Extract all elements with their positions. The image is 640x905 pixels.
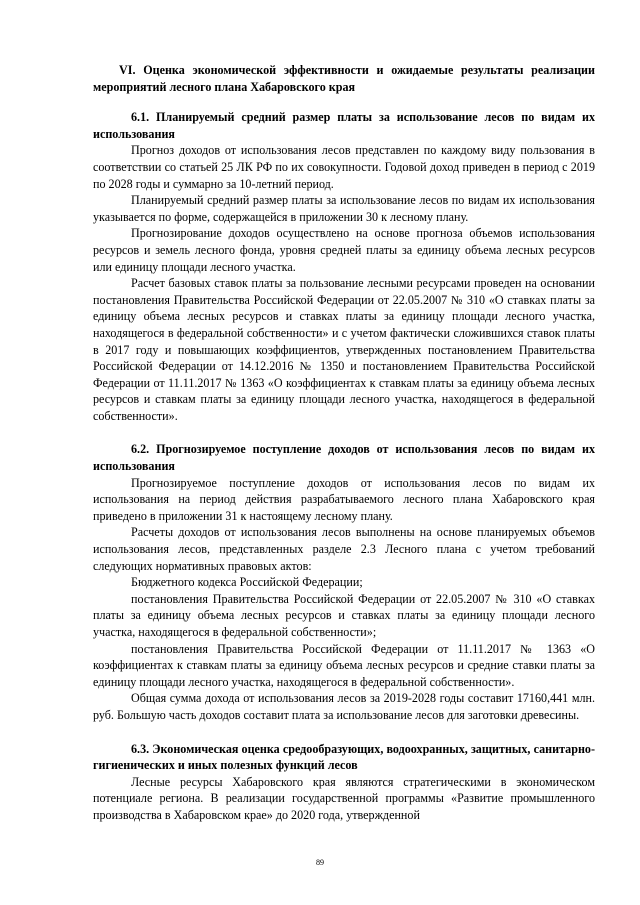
page-content bbox=[93, 62, 595, 824]
chapter-title: VI. Оценка экономической эффективности и ожидаемые результаты реализации мероприятий лесного плана Хабаровского края bbox=[93, 63, 595, 94]
paragraph: Расчет базовых ставок платы за пользование лесными ресурсами проведен на основании постановления Правительства Российской Федерации от 22.05.2007 № 310 «О ставках платы за единицу объема лесных ресурсов и ставках платы за единицу площади лесного участка, находящегося в федеральной собственности» и с учетом фактически сложившихся ставок платы в 2017 году и повышающих коэффициентов, утвержденных постановлением Правительства Российской Федерации от 14.12.2016 № 1350 и постановлением Правительства Российской Федерации от 11.11.2017 № 1363 «О коэффициентах к ставкам платы за единицу объема лесных ресурсов и ставкам платы за единицу площади лесного участка, находящегося в федеральной собственности». bbox=[93, 276, 595, 423]
section-heading-6-1: 6.1. Планируемый средний размер платы за использование лесов по видам их использования bbox=[93, 110, 595, 141]
paragraph: Прогнозируемое поступление доходов от использования лесов по видам их использования на период действия разрабатываемого лесного плана Хабаровского края приведено в приложении 31 к настоящему лесному плану. bbox=[93, 475, 595, 523]
paragraph: постановления Правительства Российской Федерации от 22.05.2007 № 310 «О ставках платы за единицу объема лесных ресурсов и ставках платы за единицу площади лесного участка, находящегося в федеральной собственности»; bbox=[93, 591, 595, 639]
paragraph: Лесные ресурсы Хабаровского края являются стратегическими в экономическом потенциале региона. В реализации государственной программы «Развитие промышленного производства в Хабаровском крае» до 2020 года, утвержденной bbox=[93, 774, 595, 822]
paragraph: Прогноз доходов от использования лесов представлен по каждому виду пользования в соответствии со статьей 25 ЛК РФ по их совокупности. Годовой доход приведен в период с 2019 по 2028 годы и суммарно за 10-летний период. bbox=[93, 143, 595, 191]
page-number: 89 bbox=[316, 858, 324, 867]
paragraph: Прогнозирование доходов осуществлено на основе прогноза объемов использования ресурсов и земель лесного фонда, уровня средней платы за единицу объема лесных ресурсов или единицу площади лесного участка. bbox=[93, 226, 595, 274]
paragraph: Общая сумма дохода от использования лесов за 2019-2028 годы составит 17160,441 млн. руб. Большую часть доходов составит плата за использование лесов для заготовки древесины. bbox=[93, 691, 595, 722]
section-heading-6-3: 6.3. Экономическая оценка средообразующих, водоохранных, защитных, санитарно-гигиенических и иных полезных функций лесов bbox=[93, 741, 595, 773]
paragraph: Планируемый средний размер платы за использование лесов по видам их использования указывается по форме, содержащейся в приложении 30 к лесному плану. bbox=[93, 193, 595, 224]
paragraph: Расчеты доходов от использования лесов выполнены на основе планируемых объемов использования лесов, представленных разделе 2.3 Лесного плана с учетом требований следующих нормативных правовых актов: bbox=[93, 525, 595, 573]
paragraph: постановления Правительства Российской Федерации от 11.11.2017 № 1363 «О коэффициентах к ставкам платы за единицу объема лесных ресурсов и средние ставки платы за единицу площади лесного участка, находящегося в федеральной собственности». bbox=[93, 641, 595, 689]
section-heading-6-2: 6.2. Прогнозируемое поступление доходов от использования лесов по видам их использования bbox=[93, 442, 595, 474]
paragraph: Бюджетного кодекса Российской Федерации; bbox=[131, 575, 363, 590]
